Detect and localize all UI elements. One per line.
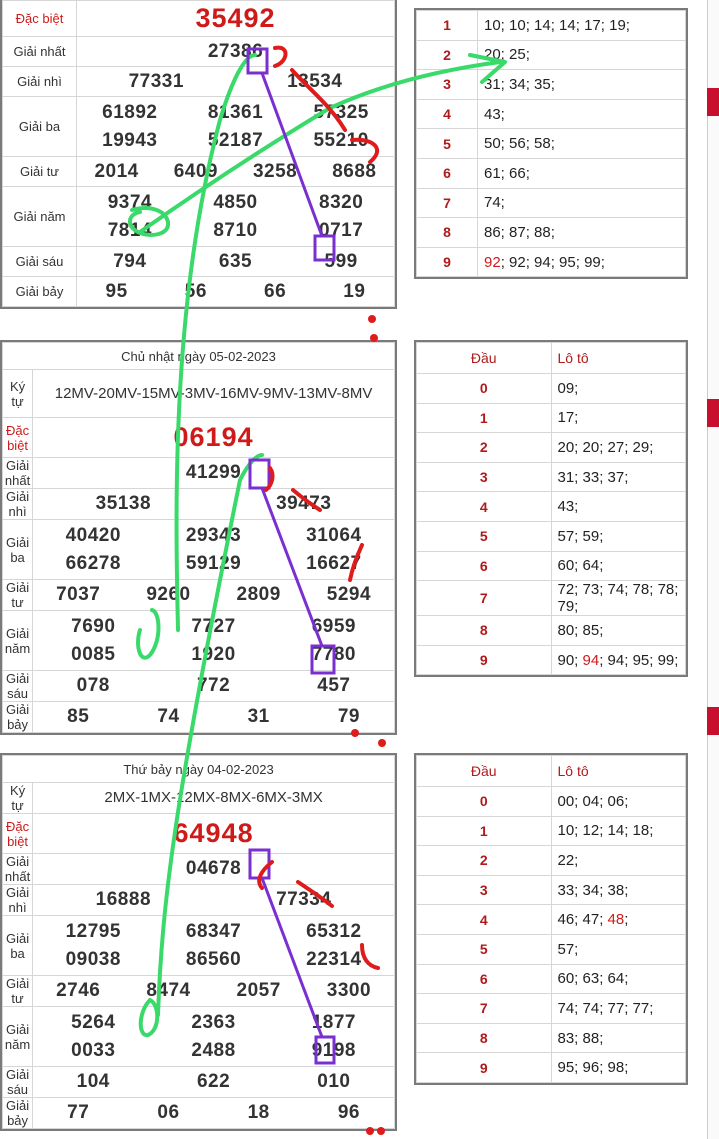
loto-head: 6: [417, 551, 552, 581]
fifth-prize-values: 5264 2363 1877 0033 2488 9198: [33, 1007, 395, 1067]
seventh-prize-values: 85 74 31 79: [33, 702, 395, 733]
first-prize-label: Giải nhất: [3, 37, 77, 67]
code-values: 2MX-1MX-12MX-8MX-6MX-3MX: [33, 783, 395, 814]
third-prize-label: Giải ba: [3, 97, 77, 157]
second-prize-label: Giải nhì: [3, 67, 77, 97]
loto-head: 5: [417, 129, 478, 159]
third-prize-values: 40420 29343 31064 66278 59129 16627: [33, 520, 395, 580]
special-prize-label: Đặc biệt: [3, 1, 77, 37]
result-table-3: [0, 753, 397, 1131]
first-prize-label: Giải nhất: [3, 854, 33, 885]
loto-head: 3: [417, 875, 552, 905]
sidebar-header-bar: [707, 88, 719, 116]
loto-values: 92; 92; 94; 95; 99;: [478, 247, 686, 277]
second-prize-values: 77331 13534: [77, 67, 395, 97]
fourth-prize-values: 7037 9260 2809 5294: [33, 580, 395, 611]
loto-values: 20; 25;: [478, 40, 686, 70]
loto-head: 7: [417, 188, 478, 218]
loto-values: 43;: [478, 99, 686, 129]
loto-head: 2: [417, 433, 552, 463]
loto-values: 09;: [551, 374, 686, 404]
loto-head: 4: [417, 905, 552, 935]
fourth-prize-label: Giải tư: [3, 976, 33, 1007]
loto-values: 86; 87; 88;: [478, 218, 686, 248]
loto-head: 3: [417, 462, 552, 492]
red-dot-annotation: [378, 739, 386, 747]
loto-values-header: Lô tô: [551, 756, 686, 787]
loto-head: 8: [417, 1023, 552, 1053]
second-prize-values: 16888 77334: [33, 885, 395, 916]
third-prize-label: Giải ba: [3, 916, 33, 976]
sixth-prize-label: Giải sáu: [3, 671, 33, 702]
loto-values: 50; 56; 58;: [478, 129, 686, 159]
third-prize-values: 12795 68347 65312 09038 86560 22314: [33, 916, 395, 976]
sidebar-header-bar: [707, 707, 719, 735]
loto-values: 10; 12; 14; 18;: [551, 816, 686, 846]
sixth-prize-label: Giải sáu: [3, 1067, 33, 1098]
first-prize-value: 04678: [33, 854, 395, 885]
first-prize-label: Giải nhất: [3, 458, 33, 489]
table-date-header: Chủ nhật ngày 05-02-2023: [3, 343, 395, 370]
loto-values: 72; 73; 74; 78; 78; 79;: [551, 581, 686, 616]
loto-head: 3: [417, 70, 478, 100]
loto-head: 6: [417, 964, 552, 994]
loto-head: 9: [417, 247, 478, 277]
first-prize-value: 27386: [77, 37, 395, 67]
loto-head: 1: [417, 816, 552, 846]
loto-head: 6: [417, 158, 478, 188]
loto-values: 83; 88;: [551, 1023, 686, 1053]
loto-head: 5: [417, 934, 552, 964]
loto-head: 1: [417, 403, 552, 433]
loto-head: 2: [417, 846, 552, 876]
seventh-prize-label: Giải bảy: [3, 1098, 33, 1129]
result-table-2: [0, 340, 397, 735]
loto-values: 33; 34; 38;: [551, 875, 686, 905]
fourth-prize-label: Giải tư: [3, 157, 77, 187]
table-date-header: Thứ bảy ngày 04-02-2023: [3, 756, 395, 783]
loto-head-header: Đầu: [417, 756, 552, 787]
loto-head: 1: [417, 11, 478, 41]
fourth-prize-values: 2014 6409 3258 8688: [77, 157, 395, 187]
special-prize-value: 64948: [33, 814, 395, 854]
loto-head: 4: [417, 492, 552, 522]
loto-values: 90; 94; 94; 95; 99;: [551, 645, 686, 675]
loto-values: 74; 74; 77; 77;: [551, 994, 686, 1024]
seventh-prize-label: Giải bảy: [3, 702, 33, 733]
loto-values: 00; 04; 06;: [551, 787, 686, 817]
fifth-prize-label: Giải năm: [3, 611, 33, 671]
loto-values: 43;: [551, 492, 686, 522]
loto-head: 4: [417, 99, 478, 129]
loto-values: 46; 47; 48;: [551, 905, 686, 935]
loto-values: 74;: [478, 188, 686, 218]
loto-values: 31; 33; 37;: [551, 462, 686, 492]
seventh-prize-values: 95 56 66 19: [77, 277, 395, 307]
loto-head: 8: [417, 218, 478, 248]
sidebar-header-bar: [707, 399, 719, 427]
special-prize-label: Đặc biệt: [3, 814, 33, 854]
sixth-prize-values: 794 635 599: [77, 247, 395, 277]
loto-head: 0: [417, 787, 552, 817]
second-prize-label: Giải nhì: [3, 489, 33, 520]
fifth-prize-label: Giải năm: [3, 187, 77, 247]
loto-head: 9: [417, 645, 552, 675]
fifth-prize-values: 9374 4850 8320 7814 8710 0717: [77, 187, 395, 247]
loto-head: 7: [417, 581, 552, 616]
loto-head: 9: [417, 1053, 552, 1083]
loto-values: 95; 96; 98;: [551, 1053, 686, 1083]
loto-values-header: Lô tô: [551, 343, 686, 374]
red-dot-annotation: [368, 315, 376, 323]
code-values: 12MV-20MV-15MV-3MV-16MV-9MV-13MV-8MV: [33, 370, 395, 418]
loto-head: 5: [417, 521, 552, 551]
code-label: Ký tự: [3, 370, 33, 418]
loto-values: 80; 85;: [551, 616, 686, 646]
loto-values: 57; 59;: [551, 521, 686, 551]
loto-values: 17;: [551, 403, 686, 433]
seventh-prize-label: Giải bảy: [3, 277, 77, 307]
fourth-prize-label: Giải tư: [3, 580, 33, 611]
loto-table-2: [414, 340, 688, 677]
loto-head: 2: [417, 40, 478, 70]
sixth-prize-values: 104 622 010: [33, 1067, 395, 1098]
loto-values: 60; 63; 64;: [551, 964, 686, 994]
loto-head-header: Đầu: [417, 343, 552, 374]
loto-values: 61; 66;: [478, 158, 686, 188]
loto-head: 7: [417, 994, 552, 1024]
third-prize-label: Giải ba: [3, 520, 33, 580]
loto-head: 0: [417, 374, 552, 404]
first-prize-value: 41299: [33, 458, 395, 489]
cropped-sidebar: [707, 0, 719, 1139]
loto-head: 8: [417, 616, 552, 646]
seventh-prize-values: 77 06 18 96: [33, 1098, 395, 1129]
sixth-prize-values: 078 772 457: [33, 671, 395, 702]
loto-table-1: [414, 8, 688, 279]
code-label: Ký tự: [3, 783, 33, 814]
special-prize-value: 06194: [33, 418, 395, 458]
result-table-1: [0, 0, 397, 309]
fifth-prize-values: 7690 7727 6959 0085 1920 7780: [33, 611, 395, 671]
second-prize-values: 35138 39473: [33, 489, 395, 520]
loto-values: 20; 20; 27; 29;: [551, 433, 686, 463]
third-prize-values: 61892 81361 57325 19943 52187 55210: [77, 97, 395, 157]
loto-values: 10; 10; 14; 14; 17; 19;: [478, 11, 686, 41]
sixth-prize-label: Giải sáu: [3, 247, 77, 277]
loto-values: 22;: [551, 846, 686, 876]
fifth-prize-label: Giải năm: [3, 1007, 33, 1067]
special-prize-label: Đặc biệt: [3, 418, 33, 458]
loto-table-3: [414, 753, 688, 1085]
special-prize-value: 35492: [77, 1, 395, 37]
second-prize-label: Giải nhì: [3, 885, 33, 916]
fourth-prize-values: 2746 8474 2057 3300: [33, 976, 395, 1007]
loto-values: 57;: [551, 934, 686, 964]
loto-values: 31; 34; 35;: [478, 70, 686, 100]
loto-values: 60; 64;: [551, 551, 686, 581]
